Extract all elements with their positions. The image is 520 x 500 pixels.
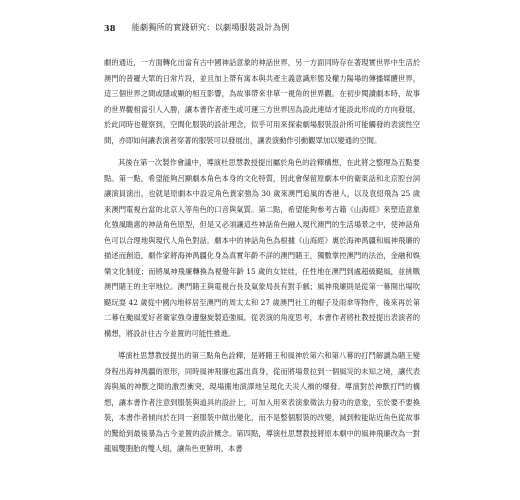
paragraph-2: 其後在第一次製作會議中，導演杜思慧教授提出屬於角色的詮釋構想，在此將之整理為五點要點。第一點，希望能夠呂顯劇本角色本身的文化特質，因此會保留原劇本中的衛東話和北京腔台詞讓演員演出，也就是原劇本中設定角色貴家強為 30 歲來澳門追風的香港人，以及袁紹飛為 25 歲來澳門電視台當的北京人等角色的口音與氣質。第二點，希望能夠參考古籍《山海經》來塑造意象化強風瞻惠的神話角色原型，但是又必須讓這些神話角色融入現代澳門的生活場景之中，使神話角色可以合理地與現代人角色對話。劇本中的神話角色為根據《山海經》裏於海神禺疆和風神飛廉的描述而創造，劇作家將海神禺疆化身為真實年齡不詳的澳門賭王，獨數掌控澳門的法治，金融和娛樂文化制度；而將風神飛廉轉換為視覺年齡 15 歲的女娃娃，任性地在澳門到處超級颳風，並挑戰澳門賭王的主宰地位。澳門賭王與電視台長及氣象局長有對手戲；風神飛廉則是從第一幕開出場吹颳玩耍 42 歲從中國內地移居至澳門的周太太和 27 歲澳門社工的帽子及雨傘等物件，後來再於第二幕在颱風愛好者衛家強身邊盤旋製造強風。從表演的角度思考，本書作者將杜教授提出表演者的構想，將設計往古今並置的可能性推進。 [104,158,420,338]
paragraph-1: 劇的通近，一方面轉化出當有古中國神話意象的神話世界，另一方面同時存在著現實世界中生活於澳門的普羅大眾的日常片段，並且加上帶有寓本與共產主義意識形態及權力陽場的傳播媒體世界，這三個世界之間或隱或顯的相互影響，為故事帶來非單一視角的世界觀。在初步閱讀劇本時，故事的世界觀相當引人入勝，讓本書作者產生或可運三方世界因為設此連結才能設此形成的方向發展，於此同時也覺察到，空間化服裝的設計理念，似乎可用來探索劇場服裝設計所可能觸發的表演性空間，亦即如何讓表演者穿著的服裝可以發展出，讓表演動作引動觀眾加以變通的空間。 [104,58,420,145]
page-number: 38 [104,23,116,33]
body-text [104,55,420,464]
running-title: 能劇獨所的實踐研究：以劇場服裝設計為例 [131,23,290,32]
paragraph-3: 導演杜思慧教授提出的第三點角色詮釋，是將賭王和風神於第六和第八幕的打鬥解讀為賭王變身程出海神禺疆的原形，同時風神飛廉也露出真身，從而將場景拉到一個風災的未知之境，讓代表海與風的神獸之間的激烈衝突，現場搬地演譯地呈現化天災人禍的爆發。導演對於神獸打鬥的構想，讓本書作者注意到服裝與道具的設計上，可加入用來表演象徵法力發功的意象，至於要不要換裝，本書作者傾向於在同一套服裝中做出變化，而不是整個服裝的改變，減到較能貼近角色從故事的驚給到最後暴為古今並置的設計概念。第四點，導演杜思慧教授將原本劇中的風神飛廉改為一對龍風雙胞胎的雙人組，讓角色更鮮明，本書 [104,351,420,453]
page-header [104,22,424,34]
